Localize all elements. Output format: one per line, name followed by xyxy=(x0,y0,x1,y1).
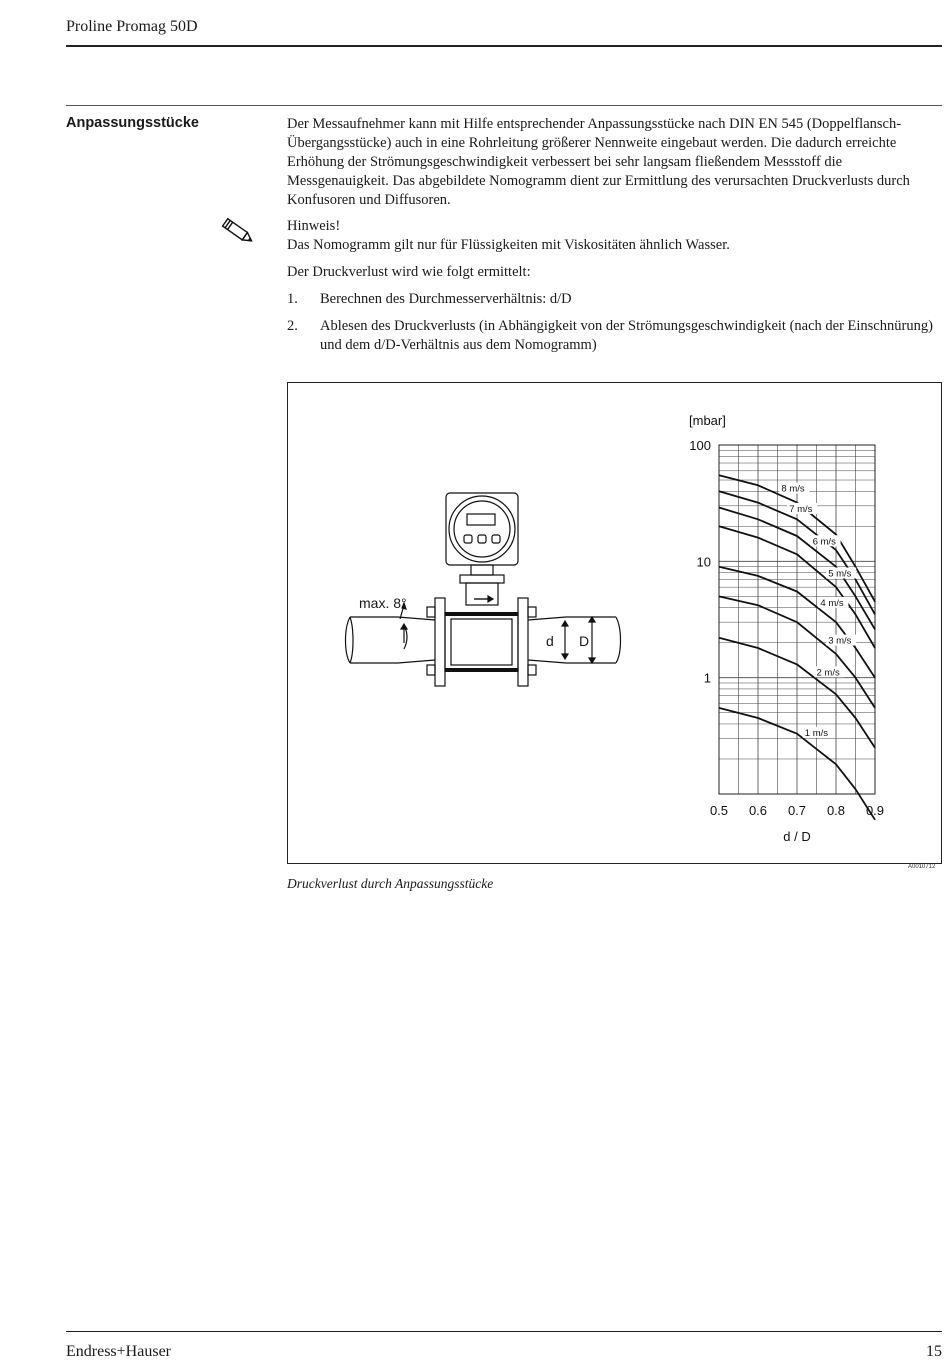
series-label: 4 m/s xyxy=(820,597,844,609)
footer-rule xyxy=(66,1331,942,1332)
angle-label: max. 8° xyxy=(359,595,407,611)
series-label: 7 m/s xyxy=(789,503,813,515)
figure-caption: Druckverlust durch Anpassungsstücke xyxy=(287,876,494,891)
series-label: 2 m/s xyxy=(816,667,840,679)
page-number: 15 xyxy=(926,1343,942,1360)
list-text: Ablesen des Druckverlusts (in Abhängigkeit von der Strömungsgeschwindigkeit (nach der Einschnürung) und dem d/D-Verhältnis aus dem Nomogramm) xyxy=(320,318,933,353)
y-tick-label: 10 xyxy=(696,554,711,570)
x-tick-label: 0.9 xyxy=(865,803,885,818)
y-tick-label: 1 xyxy=(703,670,711,686)
nomogram-chart xyxy=(678,393,928,853)
note-text: Das Nomogramm gilt nur für Flüssigkeiten mit Viskositäten ähnlich Wasser. xyxy=(287,237,730,253)
y-tick-label: 100 xyxy=(689,438,711,453)
pencil-note-icon xyxy=(218,214,258,250)
series-label: 5 m/s xyxy=(828,568,852,580)
figure-code: A0010712 xyxy=(908,864,936,870)
list-number: 1. xyxy=(287,291,298,307)
x-axis-label: d / D xyxy=(783,829,811,844)
series-label: 1 m/s xyxy=(804,727,829,739)
list-text: Berechnen des Durchmesserverhältnis: d/D xyxy=(320,291,572,307)
steps-intro: Der Druckverlust wird wie folgt ermittelt: xyxy=(287,264,531,280)
section-rule xyxy=(66,105,942,106)
header-title: Proline Promag 50D xyxy=(66,18,198,35)
installation-drawing xyxy=(338,483,638,813)
D-label: D xyxy=(579,633,590,649)
footer-brand: Endress+Hauser xyxy=(66,1343,171,1360)
header-rule xyxy=(66,45,942,47)
series-label: 6 m/s xyxy=(812,536,836,548)
y-unit-label: [mbar] xyxy=(689,413,726,428)
note-title: Hinweis! xyxy=(287,218,341,234)
series-label: 8 m/s xyxy=(781,483,805,495)
figure-frame xyxy=(287,382,942,864)
x-tick-label: 0.6 xyxy=(748,803,768,818)
transmitter-housing xyxy=(446,493,518,565)
section-title: Anpassungsstücke xyxy=(66,115,199,131)
d-label: d xyxy=(546,633,554,649)
x-tick-label: 0.5 xyxy=(709,803,729,818)
x-tick-label: 0.8 xyxy=(826,803,846,818)
x-tick-label: 0.7 xyxy=(787,803,807,818)
list-number: 2. xyxy=(287,318,298,334)
intro-paragraph: Der Messaufnehmer kann mit Hilfe entsprechender Anpassungsstücke nach DIN EN 545 (Doppelflansch-Übergangsstücke) auch in eine Rohrleitung größerer Nennweite eingebaut werden. Die dadurch erreichte Erhöhung der Strömungsgeschwindigkeit verbessert bei sehr langsam fließendem Messstoff die Messgenauigkeit. Das abgebildete Nomogramm dient zur Ermittlung des verursachten Druckverlusts durch Konfusoren und Diffusoren. xyxy=(287,116,910,208)
series-label: 3 m/s xyxy=(828,635,852,647)
